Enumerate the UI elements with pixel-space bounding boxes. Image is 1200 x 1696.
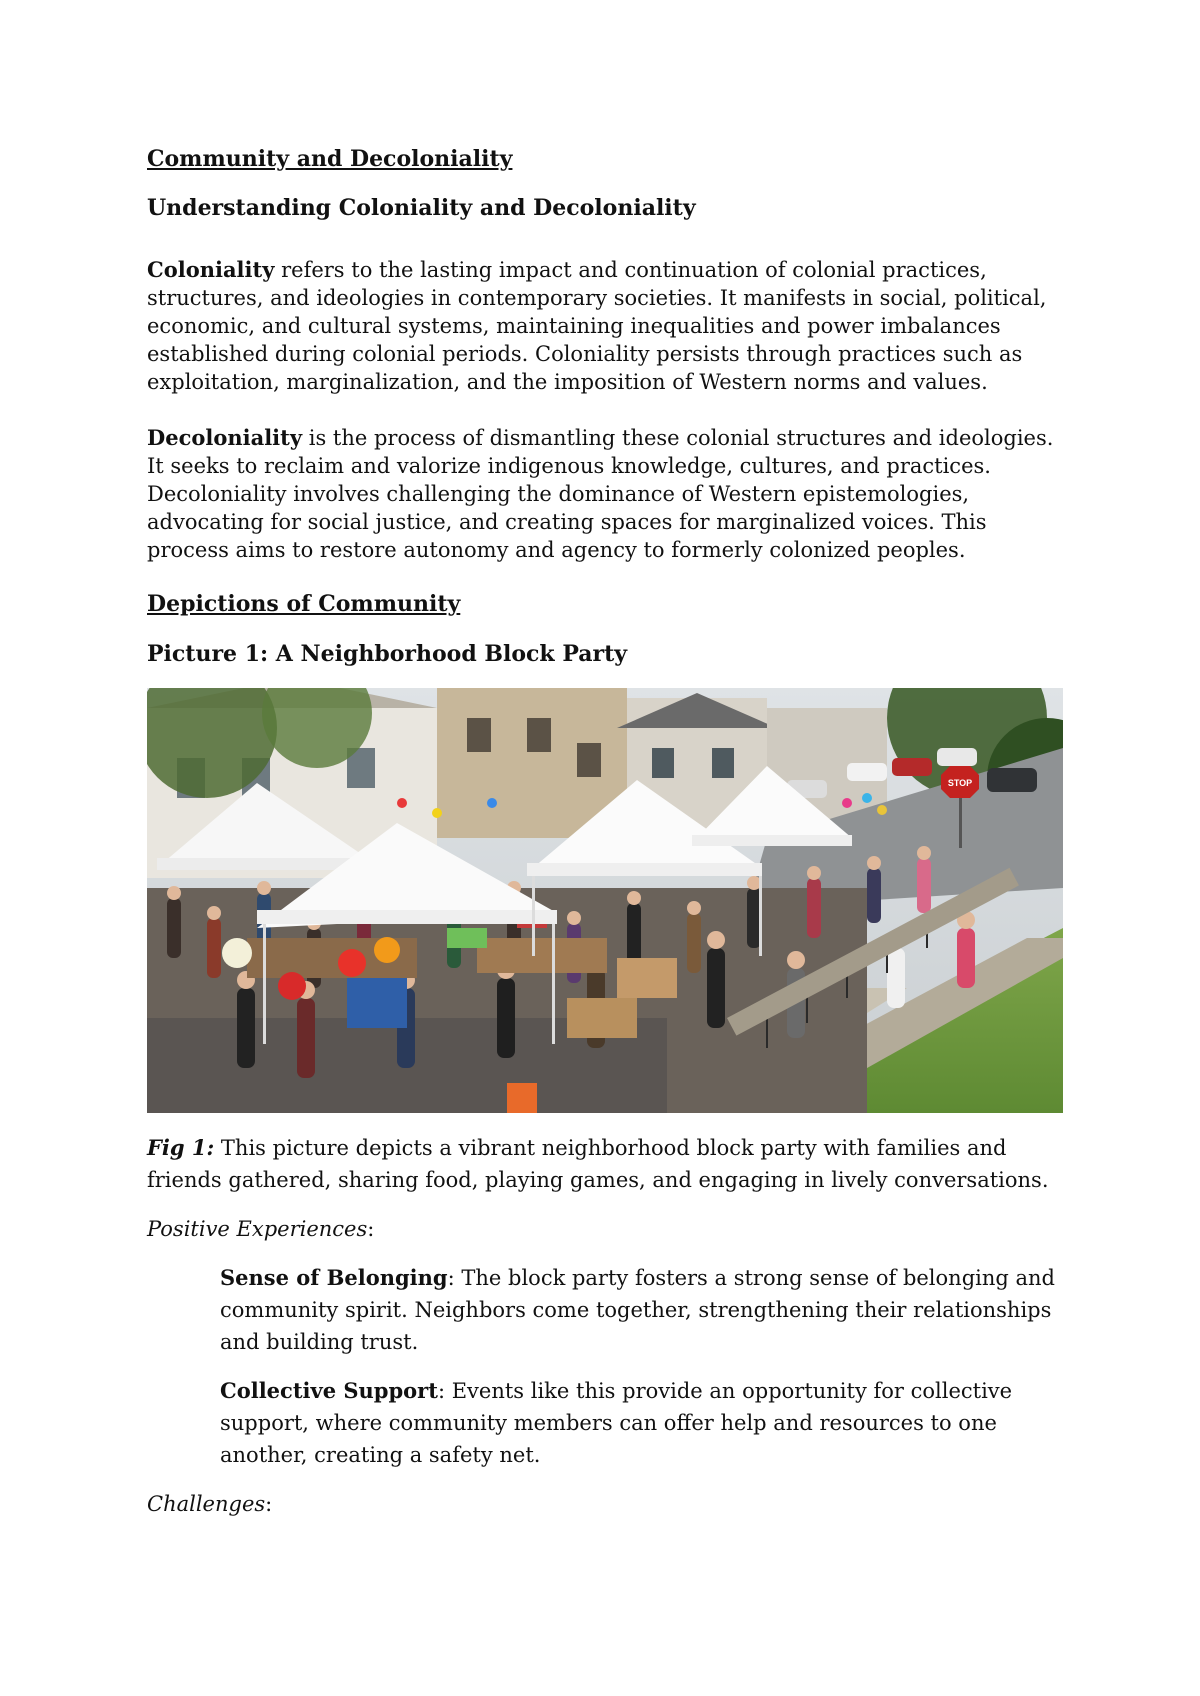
block-party-illustration bbox=[147, 688, 1063, 1113]
decoloniality-term: Decoloniality bbox=[147, 425, 303, 450]
challenges-colon: : bbox=[265, 1492, 273, 1516]
figure-caption-text: This picture depicts a vibrant neighborhood block party with families and friends gathered, sharing food, playing games, and engaging in lively conversations. bbox=[147, 1136, 1049, 1192]
depictions-heading: Depictions of Community bbox=[147, 591, 461, 617]
challenges-text: Challenges bbox=[147, 1492, 266, 1516]
decoloniality-paragraph bbox=[147, 424, 1063, 564]
figure-caption bbox=[147, 1132, 1063, 1196]
belonging-text: : The block party fosters a strong sense of belonging and community spirit. Neighbors come together, strengthening their relationships and building trust. bbox=[220, 1266, 1055, 1354]
coloniality-term: Coloniality bbox=[147, 257, 275, 282]
support-term: Collective Support bbox=[220, 1378, 438, 1403]
stop-sign-text: STOP bbox=[947, 778, 973, 788]
belonging-paragraph bbox=[220, 1262, 1063, 1358]
block-party-photo bbox=[147, 688, 1063, 1113]
coloniality-paragraph bbox=[147, 256, 1063, 396]
challenges-label bbox=[147, 1494, 272, 1515]
positive-experiences-colon: : bbox=[367, 1217, 375, 1241]
positive-experiences-text: Positive Experiences bbox=[147, 1217, 368, 1241]
document-title: Community and Decoloniality bbox=[147, 146, 513, 172]
support-text: : Events like this provide an opportunity for collective support, where community members can offer help and resources to one another, creating a safety net. bbox=[220, 1379, 1013, 1467]
figure-label: Fig 1: bbox=[147, 1135, 215, 1160]
belonging-term: Sense of Belonging bbox=[220, 1265, 448, 1290]
coloniality-text: refers to the lasting impact and continuation of colonial practices, structures, and ideologies in contemporary societies. It manifests in social, political, economic, and cultural systems, maintaining inequalities and power imbalances established during colonial periods. Coloniality persists through practices such as exploitation, marginalization, and the imposition of Western norms and values. bbox=[147, 258, 1047, 394]
picture-heading: Picture 1: A Neighborhood Block Party bbox=[147, 641, 628, 667]
section-heading: Understanding Coloniality and Decoloniality bbox=[147, 195, 696, 221]
support-paragraph bbox=[220, 1375, 1063, 1471]
positive-experiences-label bbox=[147, 1219, 374, 1240]
decoloniality-text: is the process of dismantling these colonial structures and ideologies. It seeks to reclaim and valorize indigenous knowledge, cultures, and practices. Decoloniality involves challenging the dominance of Western epistemologies, advocating for social justice, and creating spaces for marginalized voices. This process aims to restore autonomy and agency to formerly colonized peoples. bbox=[147, 426, 1054, 562]
